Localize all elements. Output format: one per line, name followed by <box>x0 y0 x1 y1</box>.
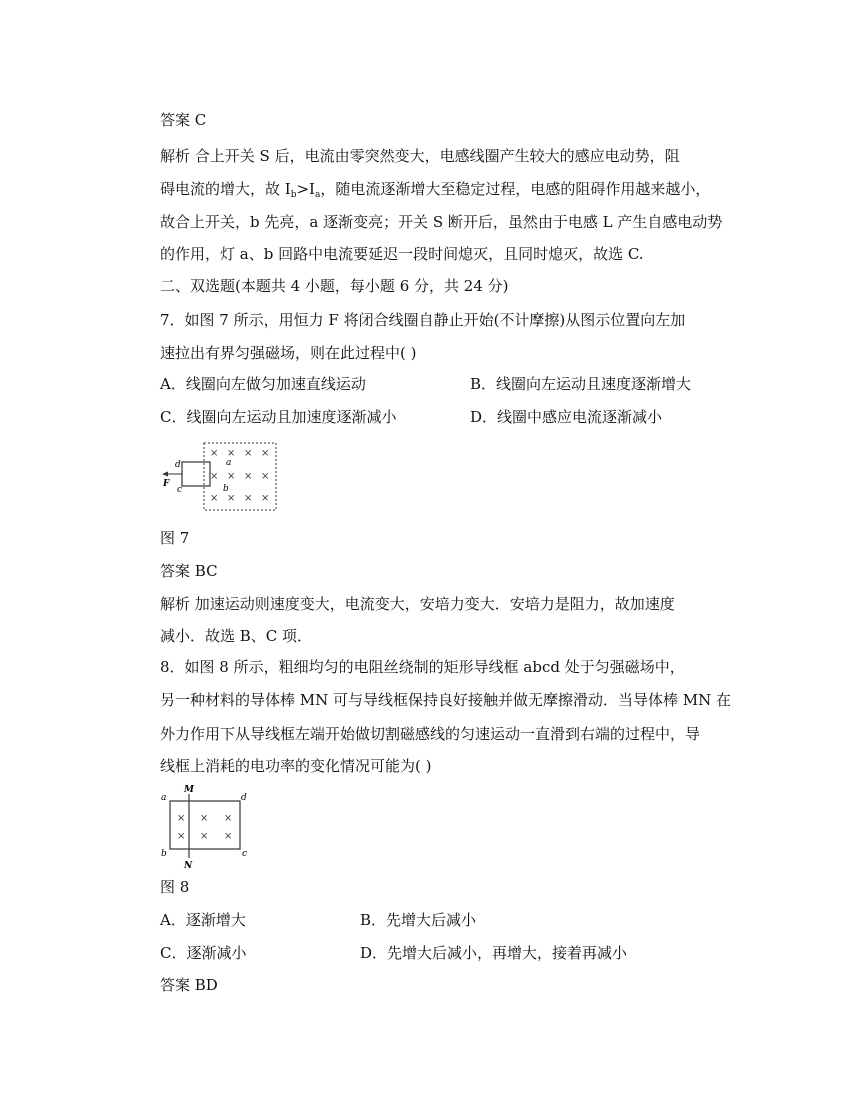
q8-option-a: A．逐渐增大 <box>160 911 246 929</box>
analysis-line-2-c: ，随电流逐渐增大至稳定过程，电感的阻碍作用越来越小， <box>320 180 711 198</box>
cross: × <box>244 471 253 482</box>
q7-option-c: C．线圈向左运动且加速度逐渐减小 <box>160 408 397 426</box>
q7-option-a: A．线圈向左做匀加速直线运动 <box>160 375 366 393</box>
analysis-line-2-a: 碍电流的增大，故 I <box>160 180 291 198</box>
q7-option-d: D．线圈中感应电流逐渐减小 <box>470 408 663 426</box>
label-d: d <box>175 460 181 470</box>
cross: × <box>227 471 236 482</box>
cross: × <box>200 831 209 842</box>
analysis-line-3: 故合上开关，b 先亮，a 逐渐变亮；开关 S 断开后，虽然由于电感 L 产生自感电动势 <box>160 213 723 231</box>
label-a: a <box>226 458 232 468</box>
cross: × <box>261 493 270 504</box>
q8-line-1: 8．如图 8 所示，粗细均匀的电阻丝绕制的矩形导线框 abcd 处于匀强磁场中， <box>160 658 685 676</box>
analysis-line-1: 解析 合上开关 S 后，电流由零突然变大，电感线圈产生较大的感应电动势，阻 <box>160 147 680 165</box>
section-heading: 二、双选题(本题共 4 小题，每小题 6 分，共 24 分) <box>160 277 509 295</box>
figure-8-caption: 图 8 <box>160 878 190 896</box>
cross: × <box>210 471 219 482</box>
label-N: N <box>184 861 193 870</box>
cross: × <box>244 448 253 459</box>
answer-c: 答案 C <box>160 111 207 129</box>
label-d: d <box>241 793 247 803</box>
cross: × <box>200 813 209 824</box>
label-c: c <box>242 849 248 859</box>
q7-analysis-line-2: 减小．故选 B、C 项． <box>160 627 313 645</box>
cross: × <box>177 831 186 842</box>
cross: × <box>210 493 219 504</box>
q7-line-1: 7．如图 7 所示，用恒力 F 将闭合线圈自静止开始(不计摩擦)从图示位置向左加 <box>160 311 686 329</box>
figure-7-caption: 图 7 <box>160 529 190 547</box>
analysis-line-2 <box>160 179 710 205</box>
analysis-line-2-b: >I <box>296 180 315 198</box>
cross: × <box>261 448 270 459</box>
label-F: F <box>163 479 170 489</box>
q8-line-3: 外力作用下从导线框左端开始做切割磁感线的匀速运动一直滑到右端的过程中，导 <box>160 725 701 743</box>
force-arrowhead <box>162 472 168 477</box>
q8-answer: 答案 BD <box>160 976 218 994</box>
q7-answer: 答案 BC <box>160 562 218 580</box>
q8-option-c: C．逐渐减小 <box>160 944 247 962</box>
label-b: b <box>161 849 167 859</box>
analysis-line-4: 的作用，灯 a、b 回路中电流要延迟一段时间熄灭，且同时熄灭，故选 C. <box>160 245 644 263</box>
sub-b: b <box>290 190 297 200</box>
q7-analysis-line-1: 解析 加速运动则速度变大，电流变大，安培力变大．安培力是阻力，故加速度 <box>160 595 675 613</box>
cross: × <box>244 493 253 504</box>
cross: × <box>177 813 186 824</box>
label-M: M <box>184 785 194 795</box>
sub-a: a <box>314 190 321 200</box>
q8-line-4: 线框上消耗的电功率的变化情况可能为( ) <box>160 757 432 775</box>
q7-option-b: B．线圈向左运动且速度逐渐增大 <box>470 375 692 393</box>
q7-line-2: 速拉出有界匀强磁场，则在此过程中( ) <box>160 344 417 362</box>
cross: × <box>227 493 236 504</box>
q8-option-d: D．先增大后减小，再增大，接着再减小 <box>360 944 628 962</box>
cross: × <box>261 471 270 482</box>
field-crosses <box>210 448 269 504</box>
label-c: c <box>177 485 183 495</box>
q8-line-2: 另一种材料的导体棒 MN 可与导线框保持良好接触并做无摩擦滑动．当导体棒 MN 在 <box>160 691 732 709</box>
label-a: a <box>161 793 167 803</box>
cross: × <box>210 448 219 459</box>
q8-option-b: B．先增大后减小 <box>360 911 477 929</box>
figure-7 <box>160 440 282 514</box>
label-b: b <box>223 484 229 494</box>
cross: × <box>224 813 233 824</box>
cross: × <box>227 448 236 459</box>
figure-8 <box>160 782 260 870</box>
coil <box>182 462 210 486</box>
cross: × <box>224 831 233 842</box>
field-crosses <box>177 813 232 842</box>
